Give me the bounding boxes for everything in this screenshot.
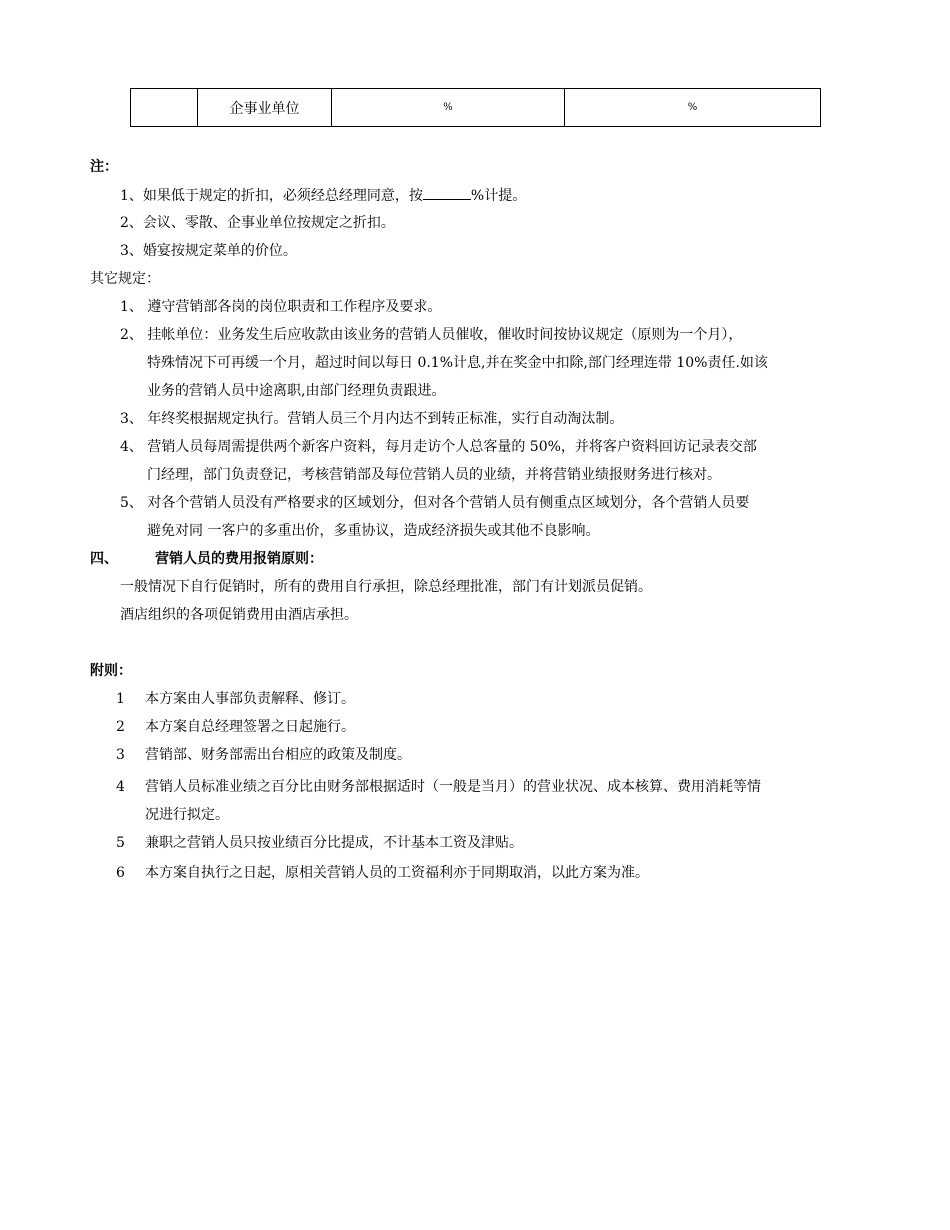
appendix-item-number: 2	[116, 719, 125, 735]
notes-heading: 注：	[90, 159, 118, 175]
appendix-item-number: 1	[116, 691, 125, 707]
rule-5-line-2: 避免对同 一客户的多重出价，多重协议，造成经济损失或其他不良影响。	[147, 523, 600, 539]
rule-1: 1、 遵守营销部各岗的岗位职责和工作程序及要求。	[120, 299, 442, 315]
appendix-heading: 附则：	[90, 663, 132, 679]
rule-5-line-1: 5、 对各个营销人员没有严格要求的区域划分，但对各个营销人员有侧重点区域划分，各个营销人员要	[120, 495, 750, 511]
rule-4-line-1: 4、 营销人员每周需提供两个新客户资料，每月走访个人总客量的 50%，并将客户资料回访记录表交部	[120, 439, 757, 455]
appendix-item-text: 营销人员标准业绩之百分比由财务部根据适时（一般是当月）的营业状况、成本核算、费用消耗等情	[145, 779, 761, 795]
appendix-item-text: 本方案自执行之日起，原相关营销人员的工资福利亦于同期取消，以此方案为准。	[145, 865, 649, 881]
table-cell-percent-2: %	[565, 89, 821, 127]
section-four-number: 四、	[90, 551, 118, 567]
appendix-item-number: 5	[116, 835, 125, 851]
note-item-1-text: 1、如果低于规定的折扣，必须经总经理同意，按	[120, 188, 423, 204]
appendix-item-text: 兼职之营销人员只按业绩百分比提成，不计基本工资及津贴。	[145, 835, 523, 851]
table-cell-percent-1: %	[332, 89, 565, 127]
table-cell-category: 企事业单位	[198, 89, 332, 127]
note-item-2: 2、会议、零散、企事业单位按规定之折扣。	[120, 215, 395, 231]
section-four-paragraph-1: 一般情况下自行促销时，所有的费用自行承担，除总经理批准，部门有计划派员促销。	[120, 579, 652, 595]
rule-3: 3、 年终奖根据规定执行。营销人员三个月内达不到转正标准，实行自动淘汰制。	[120, 411, 624, 427]
rule-4-line-2: 门经理，部门负责登记，考核营销部及每位营销人员的业绩，并将营销业绩报财务进行核对。	[147, 467, 721, 483]
appendix-item-text-continued: 况进行拟定。	[145, 807, 229, 823]
table-row	[131, 89, 821, 127]
appendix-item-number: 6	[116, 865, 125, 881]
commission-table	[130, 88, 821, 127]
note-item-1	[120, 186, 526, 205]
rule-2-line-2: 特殊情况下可再缓一个月，超过时间以每日 0.1%计息,并在奖金中扣除,部门经理连带 10%责任.如该	[147, 355, 768, 371]
fill-in-blank	[423, 186, 471, 200]
note-item-3: 3、婚宴按规定菜单的价位。	[120, 243, 297, 259]
rule-2-line-1: 2、 挂帐单位：业务发生后应收款由该业务的营销人员催收，催收时间按协议规定（原则为一个月），	[120, 327, 743, 343]
note-item-1-suffix: %计提。	[470, 188, 527, 204]
appendix-item-text: 本方案由人事部负责解释、修订。	[145, 691, 355, 707]
appendix-item-number: 3	[116, 747, 125, 763]
rule-2-line-3: 业务的营销人员中途离职,由部门经理负责跟进。	[147, 383, 446, 399]
other-rules-heading: 其它规定：	[90, 271, 160, 287]
appendix-item-number: 4	[116, 779, 125, 795]
section-four-title: 营销人员的费用报销原则：	[155, 551, 323, 567]
appendix-item-text: 营销部、财务部需出台相应的政策及制度。	[145, 747, 411, 763]
table-cell-empty	[131, 89, 198, 127]
appendix-item-text: 本方案自总经理签署之日起施行。	[145, 719, 355, 735]
section-four-paragraph-2: 酒店组织的各项促销费用由酒店承担。	[120, 607, 358, 623]
